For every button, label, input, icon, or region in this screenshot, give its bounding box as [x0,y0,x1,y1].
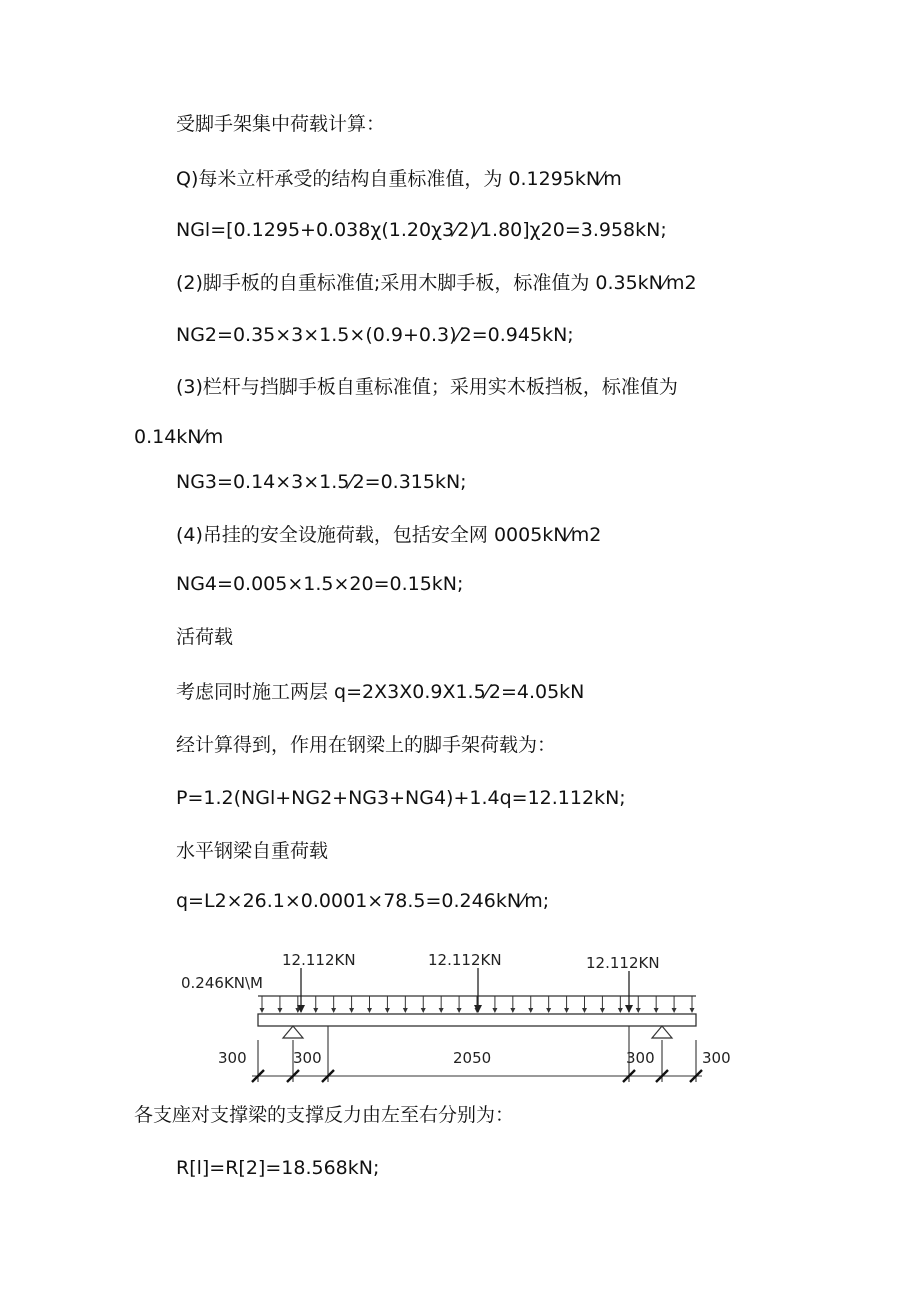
dimension-label: 300 [702,1049,731,1067]
text-line: (2)脚手板的自重标准值;采用木脚手板，标准值为 0.35kN⁄m2 [176,272,697,294]
dist-load-arrow [582,996,587,1013]
support-left [283,1026,303,1038]
dist-load-arrow [457,996,462,1013]
formula-line: P=1.2(NGl+NG2+NG3+NG4)+1.4q=12.112kN; [176,787,626,809]
dist-load-arrow [510,996,515,1013]
text-line: Q)每米立杆承受的结构自重标准值，为 0.1295kN⁄m [176,168,622,190]
dist-load-arrow [403,996,408,1013]
formula-line: R[l]=R[2]=18.568kN; [176,1157,380,1179]
point-load-arrow [297,968,305,1013]
dist-load-arrow [331,996,336,1013]
dist-load-arrow [313,996,318,1013]
point-load-arrow [474,968,482,1013]
point-load-label: 12.112KN [586,954,660,972]
text-line: 0.14kN⁄m [134,426,224,448]
dimension-label: 2050 [453,1049,492,1067]
dist-load-arrow [600,996,605,1013]
dist-load-arrow [564,996,569,1013]
dist-load-arrow [690,996,695,1013]
dist-load-arrow [492,996,497,1013]
dist-load-arrow [654,996,659,1013]
formula-line: NG3=0.14×3×1.5⁄2=0.315kN; [176,471,467,493]
dist-load-arrow [636,996,641,1013]
point-load-label: 12.112KN [282,951,356,969]
support-right [652,1026,672,1038]
dist-load-arrow [672,996,677,1013]
point-load-label: 12.112KN [428,951,502,969]
dimension-label: 300 [293,1049,322,1067]
formula-line: NG2=0.35×3×1.5×(0.9+0.3)⁄2=0.945kN; [176,324,574,346]
text-line: (3)栏杆与挡脚手板自重标准值；采用实木板挡板，标准值为 [176,376,678,398]
dist-load-arrow [349,996,354,1013]
subheading-line: 活荷载 [176,626,234,648]
dist-load-arrow [528,996,533,1013]
dist-load-arrow [295,996,300,1013]
formula-line: NGl=[0.1295+0.038χ(1.20χ3⁄2)⁄1.80]χ20=3.958kN; [176,219,667,241]
dist-load-arrow [385,996,390,1013]
heading-line: 受脚手架集中荷载计算： [176,113,386,135]
text-line: (4)吊挂的安全设施荷载，包括安全网 0005kN⁄m2 [176,524,602,546]
subheading-line: 水平钢梁自重荷载 [176,840,329,862]
dist-load-arrow [260,996,265,1013]
dist-load-arrow [546,996,551,1013]
dimension-label: 300 [626,1049,655,1067]
dist-load-arrow [367,996,372,1013]
dist-load-arrow [439,996,444,1013]
beam [258,1014,696,1026]
point-load-arrow [625,971,633,1013]
dist-load-arrow [277,996,282,1013]
text-line: 各支座对支撑梁的支撑反力由左至右分别为： [134,1104,515,1126]
dist-load-arrow [618,996,623,1013]
dimension-label: 300 [218,1049,247,1067]
text-line: 经计算得到，作用在钢梁上的脚手架荷载为： [176,734,557,756]
dist-load-label: 0.246KN\M [181,974,263,992]
formula-line: q=L2×26.1×0.0001×78.5=0.246kN⁄m; [176,890,550,912]
formula-line: 考虑同时施工两层 q=2X3X0.9X1.5⁄2=4.05kN [176,681,585,703]
formula-line: NG4=0.005×1.5×20=0.15kN; [176,573,464,595]
dist-load-arrow [421,996,426,1013]
